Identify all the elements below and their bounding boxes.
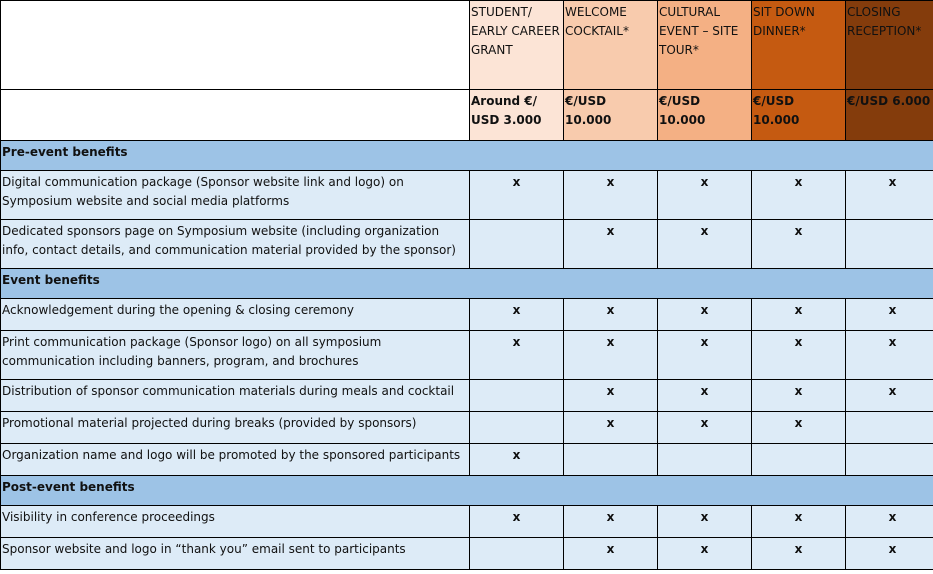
benefit-included-mark: x: [470, 171, 564, 220]
benefit-empty-cell: [470, 538, 564, 570]
benefit-included-mark: x: [846, 380, 933, 412]
benefit-empty-cell: [846, 444, 933, 476]
benefit-included-mark: x: [658, 299, 752, 331]
benefit-included-mark: x: [470, 506, 564, 538]
tier-price-welcome-cocktail: €/USD 10.000: [564, 90, 658, 141]
benefit-empty-cell: [752, 444, 846, 476]
benefit-included-mark: x: [564, 331, 658, 380]
benefit-label: Distribution of sponsor communication materials during meals and cocktail: [1, 380, 470, 412]
benefit-empty-cell: [846, 220, 933, 269]
benefit-row: [1, 444, 933, 476]
benefit-included-mark: x: [658, 171, 752, 220]
benefit-label: Dedicated sponsors page on Symposium website (including organization info, contact details, and communication material provided by the sponsor): [1, 220, 470, 269]
benefit-label: Visibility in conference proceedings: [1, 506, 470, 538]
benefit-included-mark: x: [658, 538, 752, 570]
benefit-included-mark: x: [846, 506, 933, 538]
benefit-included-mark: x: [564, 299, 658, 331]
benefit-included-mark: x: [564, 171, 658, 220]
benefit-row: [1, 506, 933, 538]
benefit-empty-cell: [658, 444, 752, 476]
benefit-label: Digital communication package (Sponsor website link and logo) on Symposium website and social media platforms: [1, 171, 470, 220]
tier-price-closing-reception: €/USD 6.000: [846, 90, 933, 141]
section-title: Event benefits: [1, 269, 933, 299]
benefit-included-mark: x: [564, 412, 658, 444]
benefit-empty-cell: [470, 220, 564, 269]
tier-price-student: Around €/ USD 3.000: [470, 90, 564, 141]
benefit-included-mark: x: [658, 331, 752, 380]
benefit-empty-cell: [470, 412, 564, 444]
section-header-row: [1, 269, 933, 299]
benefit-included-mark: x: [658, 412, 752, 444]
benefit-label: Acknowledgement during the opening & closing ceremony: [1, 299, 470, 331]
benefit-included-mark: x: [564, 506, 658, 538]
section-header-row: [1, 476, 933, 506]
section-title: Post-event benefits: [1, 476, 933, 506]
tier-name-closing-reception: CLOSING RECEPTION*: [846, 1, 933, 90]
benefit-included-mark: x: [658, 220, 752, 269]
benefit-included-mark: x: [752, 331, 846, 380]
benefit-label: Organization name and logo will be promoted by the sponsored participants: [1, 444, 470, 476]
benefit-included-mark: x: [564, 380, 658, 412]
benefit-included-mark: x: [470, 299, 564, 331]
benefit-included-mark: x: [564, 538, 658, 570]
benefit-included-mark: x: [752, 538, 846, 570]
benefit-included-mark: x: [658, 380, 752, 412]
tier-name-welcome-cocktail: WELCOME COCKTAIL*: [564, 1, 658, 90]
benefit-included-mark: x: [752, 171, 846, 220]
tier-name-cultural-event: CULTURAL EVENT – SITE TOUR*: [658, 1, 752, 90]
benefit-included-mark: x: [846, 171, 933, 220]
price-corner-cell: [1, 90, 470, 141]
tier-price-row: [1, 90, 933, 141]
benefit-empty-cell: [564, 444, 658, 476]
benefit-included-mark: x: [752, 506, 846, 538]
section-header-row: [1, 141, 933, 171]
benefit-label: Sponsor website and logo in “thank you” email sent to participants: [1, 538, 470, 570]
benefit-included-mark: x: [470, 444, 564, 476]
benefit-row: [1, 538, 933, 570]
benefit-included-mark: x: [846, 331, 933, 380]
benefit-included-mark: x: [752, 412, 846, 444]
benefit-included-mark: x: [470, 331, 564, 380]
benefit-included-mark: x: [752, 220, 846, 269]
benefit-row: [1, 380, 933, 412]
tier-name-sit-down-dinner: SIT DOWN DINNER*: [752, 1, 846, 90]
benefit-included-mark: x: [846, 538, 933, 570]
tier-price-sit-down-dinner: €/USD 10.000: [752, 90, 846, 141]
benefit-row: [1, 220, 933, 269]
section-title: Pre-event benefits: [1, 141, 933, 171]
benefit-included-mark: x: [752, 299, 846, 331]
tier-price-cultural-event: €/USD 10.000: [658, 90, 752, 141]
benefit-included-mark: x: [564, 220, 658, 269]
tier-name-student: STUDENT/ EARLY CAREER GRANT: [470, 1, 564, 90]
corner-cell: [1, 1, 470, 90]
benefit-included-mark: x: [846, 299, 933, 331]
benefit-label: Promotional material projected during breaks (provided by sponsors): [1, 412, 470, 444]
benefit-included-mark: x: [752, 380, 846, 412]
benefit-label: Print communication package (Sponsor logo) on all symposium communication including banners, program, and brochures: [1, 331, 470, 380]
tier-name-row: [1, 1, 933, 90]
table-body: [1, 1, 933, 570]
benefit-included-mark: x: [658, 506, 752, 538]
benefit-empty-cell: [470, 380, 564, 412]
benefit-row: [1, 171, 933, 220]
benefit-empty-cell: [846, 412, 933, 444]
benefit-row: [1, 299, 933, 331]
benefit-row: [1, 412, 933, 444]
benefit-row: [1, 331, 933, 380]
